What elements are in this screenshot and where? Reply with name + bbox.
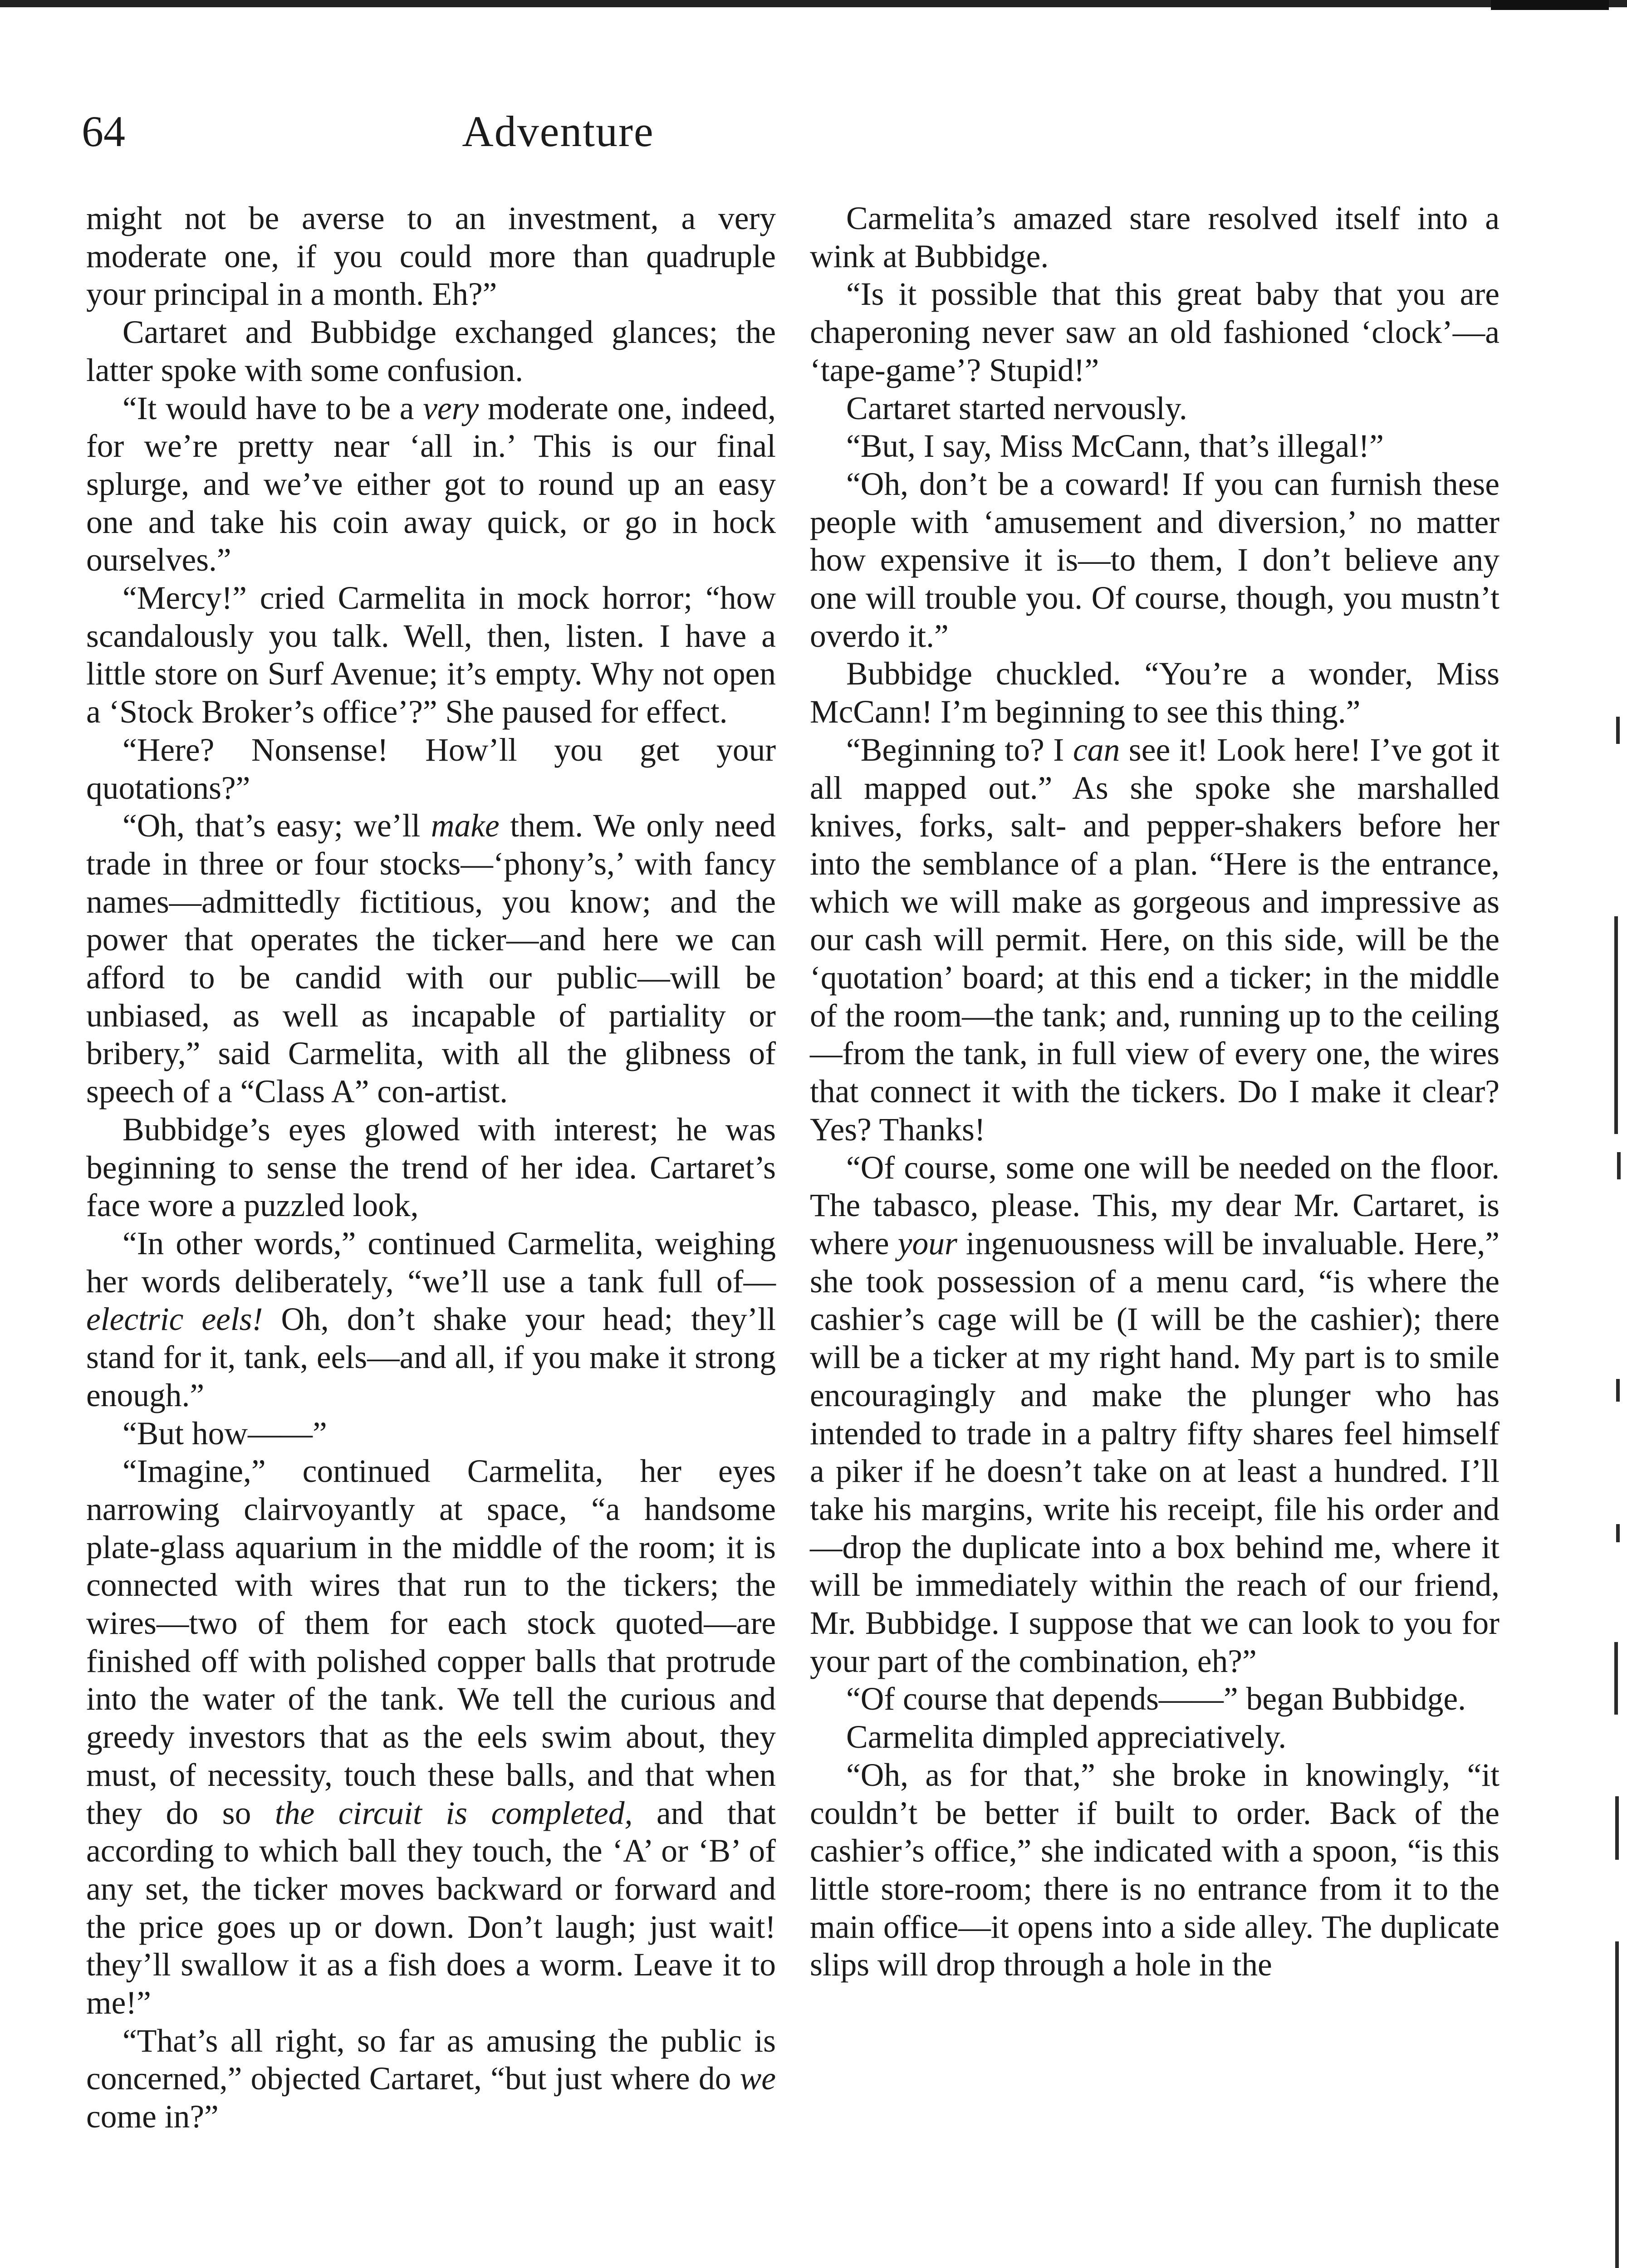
emphasis: make	[431, 808, 500, 844]
text-run: and that according to which ball they touch, the ‘A’ or ‘B’ of any set, the ticker moves backward or forward and the price goes up or down. Don’t laugh; just wait! they’ll swallow it as a fish does a worm. Leave it to me!”	[86, 1795, 776, 2021]
emphasis: electric eels!	[86, 1301, 263, 1338]
right-column	[810, 200, 1500, 1984]
paragraph	[86, 390, 776, 580]
top-border-notch	[1491, 0, 1609, 10]
paragraph: “But how——”	[123, 1415, 327, 1452]
scan-edge-mark	[1614, 916, 1618, 1134]
page-header	[82, 104, 1579, 163]
paragraph: might not be averse to an investment, a very moderate one, if you could more than quadruple your principal in a month. Eh?”	[86, 200, 776, 313]
paragraph: “Oh, don’t be a coward! If you can furnish these people with ‘amusement and diversion,’ no matter how expensive it is—to them, I don’t believe any one will trouble you. Of course, though, you mustn’t overdo it.”	[810, 466, 1500, 654]
scan-edge-mark	[1615, 1796, 1619, 1860]
paragraph: “Mercy!” cried Carmelita in mock horror; “how scandalously you talk. Well, then, listen. I have a little store on Surf Avenue; it’s empty. Why not open a ‘Stock Broker’s office’?” She paused for effect.	[86, 580, 776, 730]
paragraph	[86, 2022, 776, 2136]
paragraph	[810, 731, 1500, 1149]
paragraph: “But, I say, Miss McCann, that’s illegal!”	[846, 428, 1384, 464]
emphasis: we	[740, 2061, 776, 2097]
paragraph	[86, 1225, 776, 1415]
left-column	[86, 200, 776, 2136]
running-title: Adventure	[462, 107, 654, 156]
scan-edge-mark	[1615, 1941, 1619, 2268]
emphasis: very	[423, 390, 479, 426]
paragraph: “Oh, as for that,” she broke in knowingly, “it couldn’t be better if built to order. Back of the cashier’s office,” she indicated with a spoon, “is this little store-room; there is no entrance from it to the main office—it opens into a side alley. The duplicate slips will drop through a hole in the	[810, 1757, 1500, 1983]
emphasis: your	[897, 1225, 957, 1261]
text-run: “In other words,” continued Carmelita, weighing her words deliberately, “we’ll use a tank full of—	[86, 1225, 776, 1300]
emphasis: can	[1073, 732, 1120, 768]
text-run: ingenuousness will be invaluable. Here,” she took possession of a menu card, “is where the cashier’s cage will be (I will be the cashier); there will be a ticker at my right hand. My part is to smile encouragingly and make the plunger who has intended to trade in a paltry fifty shares feel himself a piker if he doesn’t take on at least a hundred. I’ll take his margins, write his receipt, file his order and—drop the duplicate into a box behind me, where it will be immediately within the reach of our friend, Mr. Bubbidge. I suppose that we can look to you for your part of the combination, eh?”	[810, 1225, 1500, 1679]
text-run: “Imagine,” continued Carmelita, her eyes narrowing clairvoyantly at space, “a handsome plate-glass aquarium in the middle of the room; it is connected with wires that run to the tickers; the wires—two of them for each stock quoted—are finished off with polished copper balls that protrude into the water of the tank. We tell the curious and greedy investors that as the eels swim about, they must, of necessity, touch these balls, and that when they do so	[86, 1453, 776, 1831]
paragraph: Bubbidge chuckled. “You’re a wonder, Miss McCann! I’m beginning to see this thing.”	[810, 656, 1500, 730]
scan-edge-mark	[1614, 1642, 1618, 1715]
scan-edge-mark	[1616, 1379, 1620, 1402]
paragraph: “Is it possible that this great baby that you are chaperoning never saw an old fashioned ‘clock’—a ‘tape-game’? Stupid!”	[810, 276, 1500, 388]
text-run: Oh, don’t shake your head; they’ll stand for it, tank, eels—and all, if you make it strong enough.”	[86, 1301, 776, 1413]
text-run: moderate one, indeed, for we’re pretty near ‘all in.’ This is our final splurge, and we’ve either got to round up an easy one and take his coin away quick, or go in hock ourselves.”	[86, 390, 776, 578]
text-run: see it! Look here! I’ve got it all mapped out.” As she spoke she marshalled knives, forks, salt- and pepper-shakers before her into the semblance of a plan. “Here is the entrance, which we will make as gorgeous and impressive as our cash will permit. Here, on this side, will be the ‘quotation’ board; at this end a ticker; in the middle of the room—the tank; and, running up to the ceiling—from the tank, in full view of every one, the wires that connect it with the tickers. Do I make it clear? Yes? Thanks!	[810, 732, 1500, 1148]
scan-edge-mark	[1617, 1152, 1621, 1179]
paragraph	[86, 1452, 776, 2022]
paragraph: Carmelita’s amazed stare resolved itself into a wink at Bubbidge.	[810, 200, 1500, 274]
paragraph: “Here? Nonsense! How’ll you get your quotations?”	[86, 732, 776, 806]
paragraph: Cartaret started nervously.	[846, 390, 1187, 426]
text-run: come in?”	[86, 2099, 219, 2135]
paragraph	[810, 1149, 1500, 1681]
paragraph: Cartaret and Bubbidge exchanged glances; the latter spoke with some confusion.	[86, 314, 776, 388]
emphasis: the circuit is completed,	[274, 1795, 633, 1831]
text-run: “Of course, some one will be needed on the floor. The tabasco, please. This, my dear Mr. Cartaret, is where	[810, 1149, 1500, 1261]
paragraph: Carmelita dimpled appreciatively.	[846, 1719, 1287, 1755]
page-number: 64	[82, 107, 125, 156]
text-run: them. We only need trade in three or four stocks—‘phony’s,’ with fancy names—admittedly fictitious, you know; and the power that operates the ticker—and here we can afford to be candid with our public—will be unbiased, as well as incapable of partiality or bribery,” said Carmelita, with all the glibness of speech of a “Class A” con-artist.	[86, 808, 776, 1110]
paragraph	[86, 807, 776, 1111]
paragraph: Bubbidge’s eyes glowed with interest; he was beginning to sense the trend of her idea. Cartaret’s face wore a puzzled look,	[86, 1111, 776, 1224]
text-run: “That’s all right, so far as amusing the public is concerned,” objected Cartaret, “but just where do	[86, 2023, 776, 2097]
text-run: “Beginning to? I	[846, 732, 1073, 768]
top-border-rule	[0, 0, 1627, 7]
text-run: “Oh, that’s easy; we’ll	[123, 808, 431, 844]
scan-edge-mark	[1616, 1524, 1620, 1542]
text-run: “It would have to be a	[123, 390, 423, 426]
scan-edge-mark	[1616, 717, 1620, 744]
scan-edge-marks	[1610, 680, 1627, 2268]
paragraph: “Of course that depends——” began Bubbidge.	[846, 1681, 1466, 1717]
